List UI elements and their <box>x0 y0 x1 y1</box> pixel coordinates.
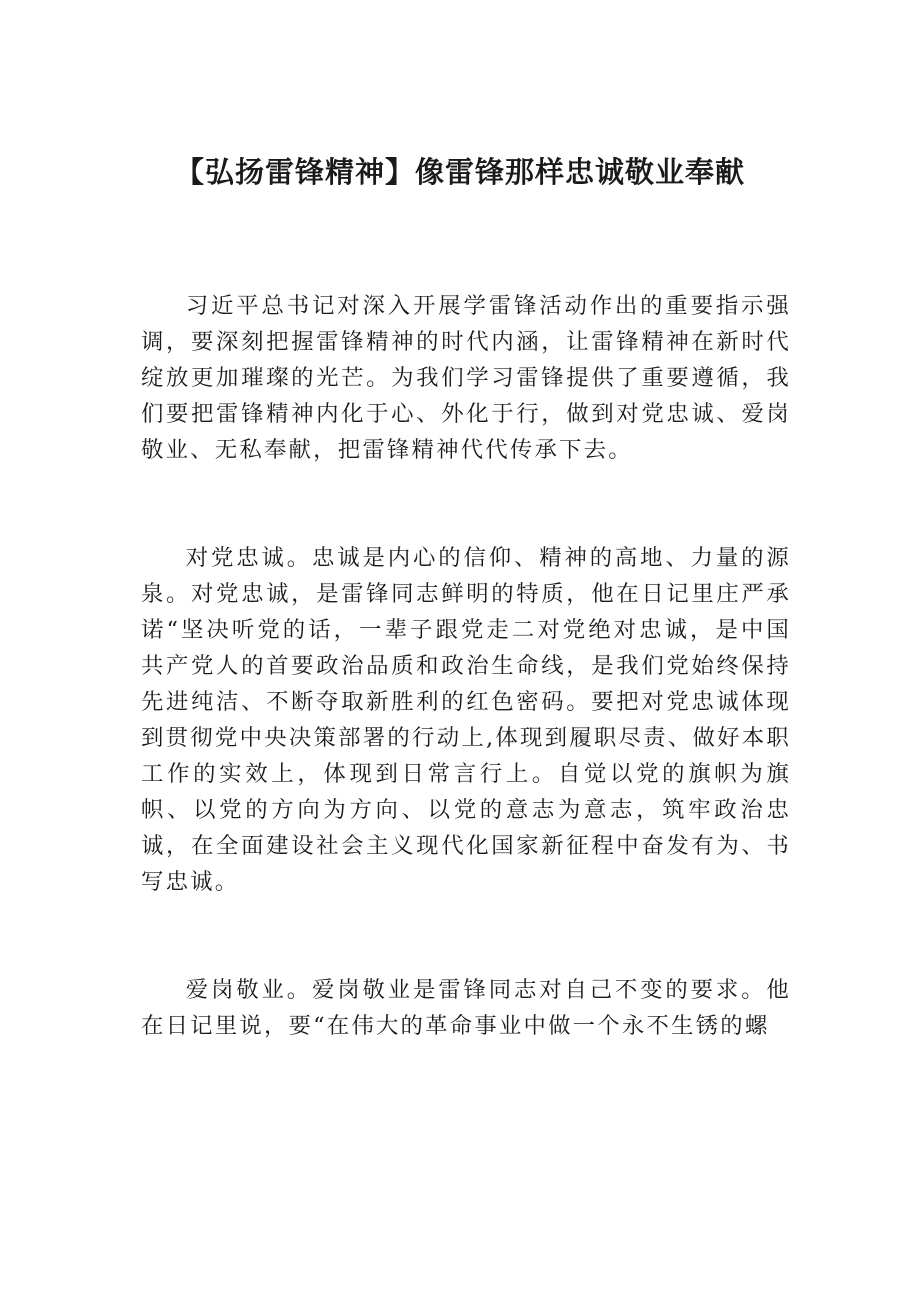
document-title: 【弘扬雷锋精神】像雷锋那样忠诚敬业奉献 <box>174 155 745 189</box>
document-body <box>141 288 791 1044</box>
paragraph-intro: 习近平总书记对深入开展学雷锋活动作出的重要指示强调，要深刻把握雷锋精神的时代内涵，让雷锋精神在新时代绽放更加璀璨的光芒。为我们学习雷锋提供了重要遵循，我们要把雷锋精神内化于心、外化于行，做到对党忠诚、爱岗敬业、无私奉献，把雷锋精神代代传承下去。 <box>141 293 791 463</box>
paragraph-dedication: 爱岗敬业。爱岗敬业是雷锋同志对自己不变的要求。他在日记里说，要“在伟大的革命事业中做一个永不生锈的螺 <box>141 977 791 1039</box>
paragraph-loyalty: 对党忠诚。忠诚是内心的信仰、精神的高地、力量的源泉。对党忠诚，是雷锋同志鲜明的特质，他在日记里庄严承诺“坚决听党的话，一辈子跟党走二对党绝对忠诚，是中国共产党人的首要政治品质和政治生命线，是我们党始终保持先进纯洁、不断夺取新胜利的红色密码。要把对党忠诚体现到贯彻党中央决策部署的行动上,体现到履职尽责、做好本职工作的实效上，体现到日常言行上。自觉以党的旗帜为旗帜、以党的方向为方向、以党的意志为意志，筑牢政治忠诚，在全面建设社会主义现代化国家新征程中奋发有为、书写忠诚。 <box>141 545 791 895</box>
